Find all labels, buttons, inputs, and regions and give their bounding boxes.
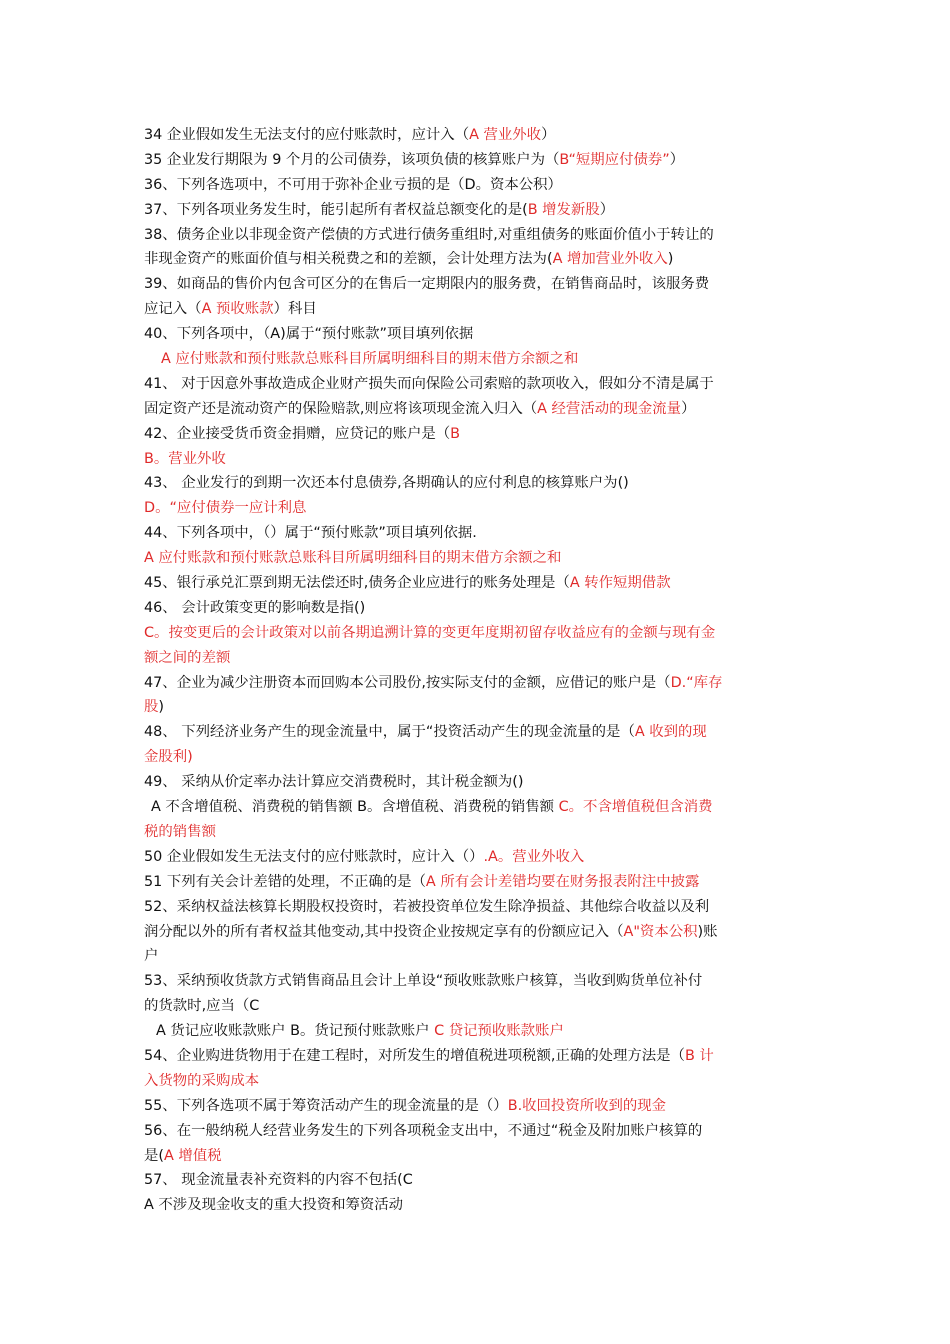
question-line-q37-1: [144, 198, 808, 223]
question-text: 37、下列各项业务发生时，能引起所有者权益总额变化的是(: [144, 201, 528, 218]
question-line-q48-2: [144, 745, 808, 770]
question-line-q46-3: [144, 646, 808, 671]
question-text: 53、采纳预收货款方式销售商品且会计上单设“预收账款账户核算，当收到购货单位补付: [144, 973, 703, 990]
question-text: 户: [144, 948, 159, 965]
question-text: 34 企业假如发生无法支付的应付账款时，应计入（: [144, 127, 470, 143]
question-text: ）: [599, 201, 615, 218]
question-line-q46-2: [144, 621, 808, 646]
answer-text: A 营业外收: [469, 127, 542, 143]
answer-text: C。按变更后的会计政策对以前各期追溯计算的变更年度期初留存收益应有的金额与现有金: [144, 624, 716, 641]
question-text: 42、企业接受货币资金捐赠，应贷记的账户是（: [144, 425, 451, 442]
question-text: A 不含增值税、消费税的销售额 B。含增值税、消费税的销售额: [151, 799, 559, 816]
question-text: 38、债务企业以非现金资产偿债的方式进行债务重组时,对重组债务的账面价值小于转让的: [144, 226, 714, 243]
question-line-q56-1: [144, 1119, 808, 1144]
question-text: ）: [541, 127, 556, 143]
question-text: 40、下列各项中，（A)属于“预付账款”项目填列依据: [144, 326, 474, 343]
answer-text: 额之间的差额: [144, 649, 231, 666]
question-line-q48-1: [144, 720, 808, 745]
question-line-q40-1: [144, 322, 808, 347]
question-line-q47-2: [144, 695, 808, 720]
question-line-q49-3: [144, 820, 808, 845]
question-line-q52-3: [144, 944, 808, 969]
answer-text: A 预收账款: [201, 301, 274, 318]
question-line-q35-1: [144, 148, 808, 173]
question-text: 48、 下列经济业务产生的现金流量中，属于“投资活动产生的现金流量的是（: [144, 724, 635, 741]
answer-text: C 贷记预收账款账户: [434, 1023, 564, 1040]
question-line-q39-2: [144, 297, 808, 322]
question-line-q43-2: [144, 496, 808, 521]
answer-text: .A。营业外收入: [483, 848, 585, 865]
question-text: ）: [681, 400, 696, 417]
question-line-q53-3: [144, 1019, 808, 1044]
answer-text: A"资本公积: [623, 923, 698, 940]
question-text: A 货记应收账款账户 B。货记预付账款账户: [156, 1023, 435, 1040]
question-line-q49-1: [144, 770, 808, 795]
answer-text: B: [450, 425, 461, 442]
question-text: 是(: [144, 1147, 165, 1164]
question-line-q34-1: [144, 123, 808, 148]
answer-text: B 增发新股: [527, 201, 600, 218]
question-text: 43、 企业发行的到期一次还本付息债券,各期确认的应付利息的核算账户为(): [144, 475, 629, 492]
question-line-q41-1: [144, 372, 808, 397]
answer-text: A 增值税: [164, 1147, 222, 1164]
question-line-q38-1: [144, 223, 808, 248]
question-line-q42-1: [144, 422, 808, 447]
question-line-q52-2: [144, 920, 808, 945]
answer-text: B。营业外收: [144, 450, 226, 467]
question-text: 55、下列各选项不属于筹资活动产生的现金流量的是（）: [144, 1097, 508, 1114]
answer-text: B 计: [684, 1047, 714, 1064]
question-text: 54、企业购进货物用于在建工程时，对所发生的增值税进项税额,正确的处理方法是（: [144, 1047, 685, 1064]
answer-text: 税的销售额: [144, 823, 216, 840]
question-line-q40-2: [144, 347, 808, 372]
question-text: ）: [669, 151, 685, 168]
question-text: 45、银行承兑汇票到期无法偿还时,债务企业应进行的账务处理是（: [144, 575, 570, 592]
question-line-q49-2: [144, 795, 808, 820]
question-text: 应记入（: [144, 301, 202, 318]
answer-text: A 转作短期借款: [569, 575, 671, 592]
question-line-q42-2: [144, 447, 808, 472]
question-text: 36、下列各选项中，不可用于弥补企业亏损的是（D。资本公积）: [144, 176, 562, 193]
question-text: 润分配以外的所有者权益其他变动,其中投资企业按规定享有的份额应记入（: [144, 923, 624, 940]
question-line-q43-1: [144, 471, 808, 496]
question-line-q50-1: [144, 845, 808, 870]
question-line-q44-2: [144, 546, 808, 571]
question-line-q38-2: [144, 247, 808, 272]
question-line-q53-1: [144, 969, 808, 994]
question-text: 44、下列各项中，（）属于“预付账款”项目填列依据.: [144, 525, 477, 542]
answer-text: A 经营活动的现金流量: [537, 400, 682, 417]
question-list: [144, 123, 808, 1218]
answer-text: A 应付账款和预付账款总账科目所属明细科目的期末借方余额之和: [144, 550, 562, 567]
answer-text: 入货物的采购成本: [144, 1072, 260, 1089]
question-text: 52、采纳权益法核算长期股权投资时，若被投资单位发生除净损益、其他综合收益以及利: [144, 898, 710, 915]
question-text: 56、在一般纳税人经营业务发生的下列各项税金支出中，不通过“税金及附加账户核算的: [144, 1122, 703, 1139]
question-text: 的货款时,应当（C: [144, 998, 260, 1015]
question-text: 41、 对于因意外事故造成企业财产损失而向保险公司索赔的款项收入，假如分不清是属于: [144, 375, 714, 392]
question-line-q45-1: [144, 571, 808, 596]
question-text: 固定资产还是流动资产的保险赔款,则应将该项现金流入归入（: [144, 400, 538, 417]
question-text: A 不涉及现金收支的重大投资和筹资活动: [144, 1197, 404, 1214]
question-line-q57-1: [144, 1168, 808, 1193]
question-text: 39、如商品的售价内包含可区分的在售后一定期限内的服务费，在销售商品时，该服务费: [144, 276, 710, 293]
question-text: ): [667, 251, 674, 268]
answer-text: A 增加营业外收入: [552, 251, 668, 268]
question-line-q44-1: [144, 521, 808, 546]
question-text: ）科目: [273, 301, 317, 318]
question-text: 50 企业假如发生无法支付的应付账款时，应计入（）: [144, 848, 484, 865]
question-line-q36-1: [144, 173, 808, 198]
answer-text: A 所有会计差错均要在财务报表附注中披露: [425, 873, 700, 890]
question-line-q39-1: [144, 272, 808, 297]
question-line-q51-1: [144, 870, 808, 895]
question-line-q54-2: [144, 1069, 808, 1094]
answer-text: D。“应付债券一应计利息: [144, 500, 307, 517]
question-text: ): [158, 699, 165, 716]
question-text: 47、企业为减少注册资本而回购本公司股份,按实际支付的金额，应借记的账户是（: [144, 674, 671, 691]
answer-text: C。不含增值税但含消费: [558, 799, 713, 816]
answer-text: D.“库存: [670, 674, 723, 691]
answer-text: B.收回投资所收到的现金: [507, 1097, 667, 1114]
question-line-q47-1: [144, 671, 808, 696]
question-text: 51 下列有关会计差错的处理，不正确的是（: [144, 873, 426, 890]
answer-text: A 应付账款和预付账款总账科目所属明细科目的期末借方余额之和: [161, 351, 579, 368]
question-text: 非现金资产的账面价值与相关税费之和的差额，会计处理方法为(: [144, 251, 553, 268]
question-line-q52-1: [144, 895, 808, 920]
answer-text: B“短期应付债券”: [559, 151, 670, 168]
question-line-q55-1: [144, 1094, 808, 1119]
answer-text: A 收到的现: [634, 724, 707, 741]
question-text: 49、 采纳从价定率办法计算应交消费税时，其计税金额为(): [144, 774, 524, 791]
question-line-q46-1: [144, 596, 808, 621]
answer-text: 金股利): [144, 749, 193, 766]
question-text: )账: [697, 923, 718, 940]
question-line-q56-2: [144, 1144, 808, 1169]
question-line-q54-1: [144, 1044, 808, 1069]
answer-text: 股: [144, 699, 159, 716]
question-text: 35 企业发行期限为 9 个月的公司债券，该项负债的核算账户为（: [144, 151, 560, 168]
question-line-q53-2: [144, 994, 808, 1019]
question-text: 57、 现金流量表补充资料的内容不包括(C: [144, 1172, 413, 1189]
question-line-q57-2: [144, 1193, 808, 1218]
question-text: 46、 会计政策变更的影响数是指(): [144, 599, 366, 616]
question-line-q41-2: [144, 397, 808, 422]
